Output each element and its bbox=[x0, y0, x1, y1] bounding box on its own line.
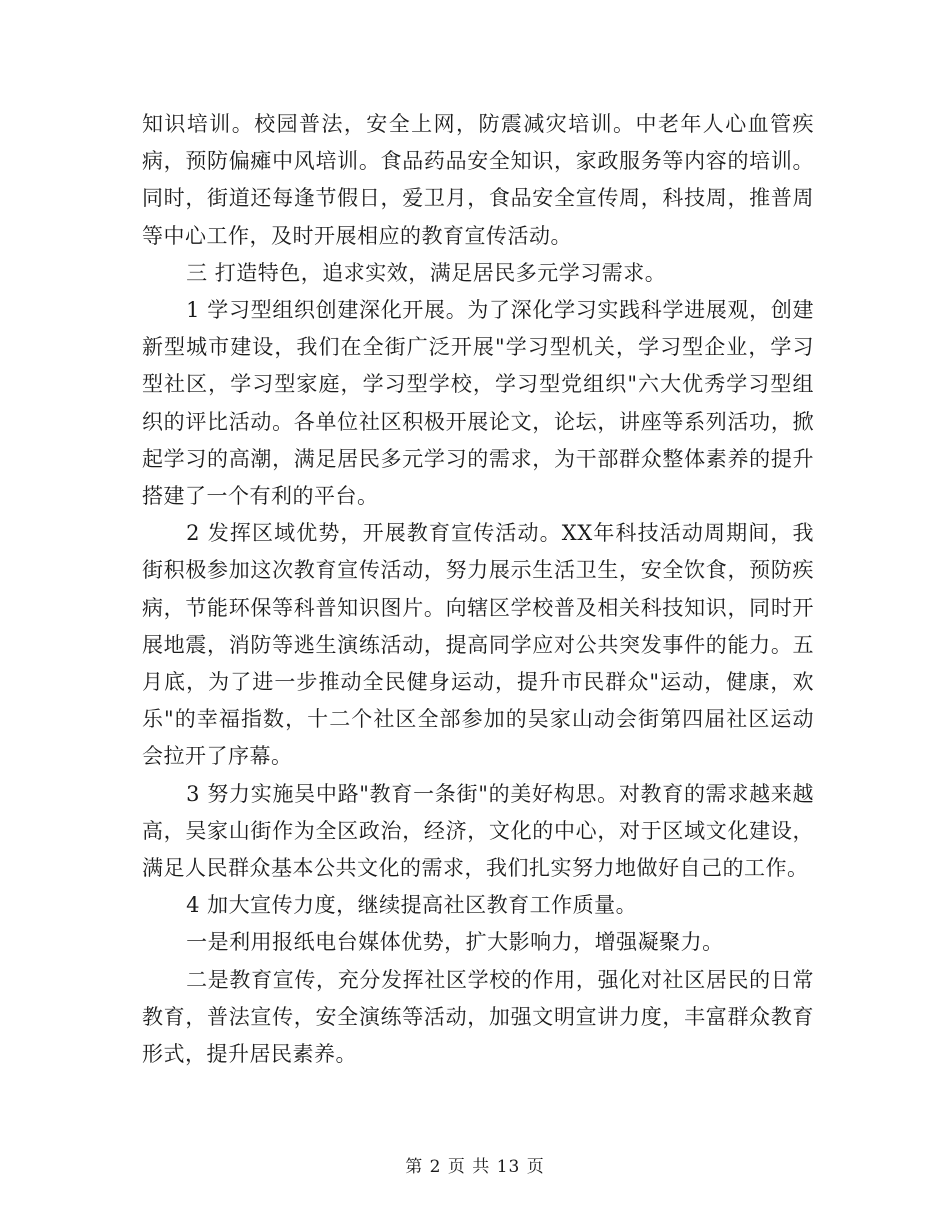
footer-total-word: 共 bbox=[472, 1157, 491, 1177]
document-body bbox=[142, 106, 814, 1073]
paragraph-section-heading: 三 打造特色，追求实效，满足居民多元学习需求。 bbox=[186, 260, 667, 285]
footer-page-word: 页 bbox=[447, 1157, 466, 1177]
footer-prefix: 第 bbox=[405, 1157, 424, 1177]
paragraph-item-3: 3 努力实施吴中路"教育一条街"的美好构思。对教育的需求越来越高，吴家山街作为全区政治，经济，文化的中心，对于区域文化建设，满足人民群众基本公共文化的需求，我们扎实努力地做好自己的工作。 bbox=[142, 781, 814, 881]
paragraph-point-2: 二是教育宣传，充分发挥社区学校的作用，强化对社区居民的日常教育，普法宣传，安全演练等活动，加强文明宣讲力度，丰富群众教育形式，提升居民素养。 bbox=[142, 967, 814, 1067]
paragraph-item-1: 1 学习型组织创建深化开展。为了深化学习实践科学进展观，创建新型城市建设，我们在全街广泛开展"学习型机关，学习型企业，学习型社区，学习型家庭，学习型学校，学习型党组织"六大优秀学习型组织的评比活动。各单位社区积极开展论文，论坛，讲座等系列活功，掀起学习的高潮，满足居民多元学习的需求，为干部群众整体素养的提升搭建了一个有利的平台。 bbox=[142, 298, 814, 509]
page-footer bbox=[0, 1152, 950, 1177]
paragraph-continuation: 知识培训。校园普法，安全上网，防震减灾培训。中老年人心血管疾病，预防偏瘫中风培训。食品药品安全知识，家政服务等内容的培训。同时，街道还每逢节假日，爱卫月，食品安全宣传周，科技周，推普周等中心工作，及时开展相应的教育宣传活动。 bbox=[142, 112, 814, 248]
footer-total-pages: 13 bbox=[496, 1157, 521, 1177]
paragraph-item-4: 4 加大宣传力度，继续提高社区教育工作质量。 bbox=[186, 893, 638, 918]
footer-suffix: 页 bbox=[526, 1157, 545, 1177]
paragraph-item-2: 2 发挥区域优势，开展教育宣传活动。XX年科技活动周期间，我街积极参加这次教育宣传活动，努力展示生活卫生，安全饮食，预防疾病，节能环保等科普知识图片。向辖区学校普及相关科技知识，同时开展地震，消防等逃生演练活动，提高同学应对公共突发事件的能力。五月底，为了进一步推动全民健身运动，提升市民群众"运动，健康，欢乐"的幸福指数，十二个社区全部参加的吴家山动会街第四届社区运动会拉开了序幕。 bbox=[142, 521, 814, 769]
paragraph-point-1: 一是利用报纸电台媒体优势，扩大影响力，增强凝聚力。 bbox=[186, 930, 724, 955]
footer-current-page: 2 bbox=[429, 1157, 442, 1177]
